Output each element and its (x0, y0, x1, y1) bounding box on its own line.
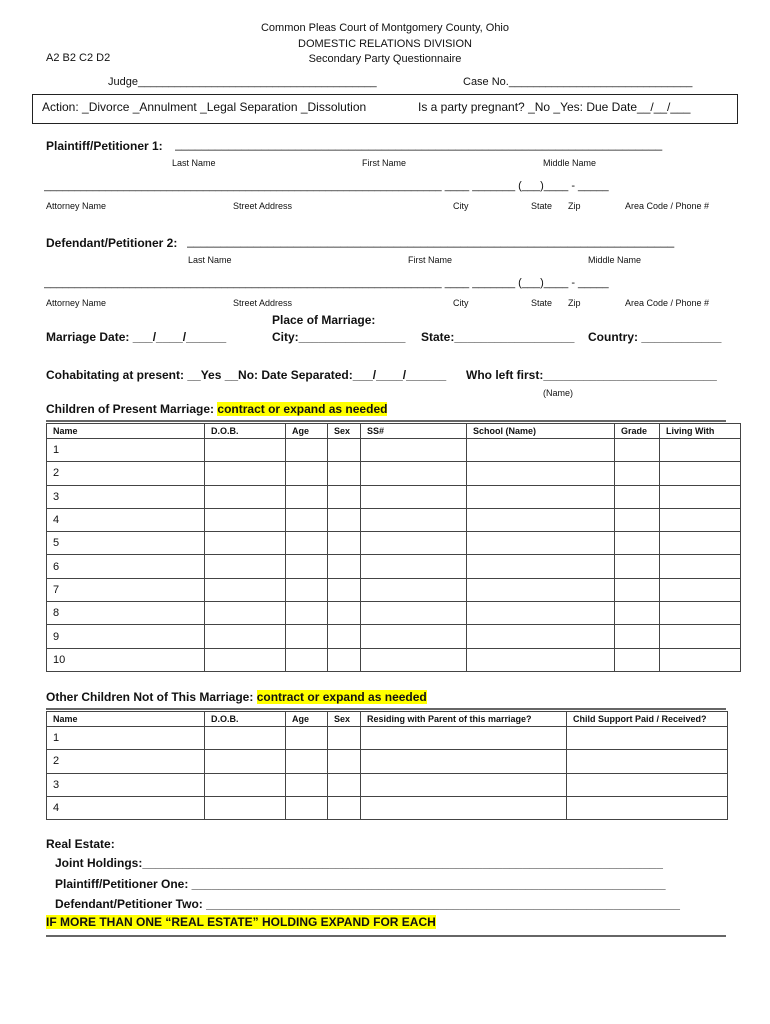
defendant-city-caption: City (453, 298, 469, 308)
column-header: Age (286, 424, 328, 439)
plaintiff-zip-caption: Zip (568, 201, 581, 211)
table-cell[interactable] (361, 439, 467, 462)
table-cell[interactable] (286, 485, 328, 508)
table-cell[interactable] (467, 625, 615, 648)
children-other-body (47, 712, 728, 820)
children-other-title-text: Other Children Not of This Marriage: (46, 690, 254, 704)
table-cell[interactable] (286, 462, 328, 485)
table-cell[interactable] (615, 578, 660, 601)
table-cell[interactable] (328, 602, 361, 625)
table-cell[interactable] (467, 555, 615, 578)
children-other-divider (46, 708, 726, 710)
row-number[interactable]: 10 (47, 648, 205, 671)
table-cell[interactable] (286, 750, 328, 773)
table-row (47, 796, 728, 819)
table-cell[interactable] (660, 625, 741, 648)
table-cell[interactable] (467, 508, 615, 531)
table-cell[interactable] (615, 625, 660, 648)
table-cell[interactable] (615, 532, 660, 555)
table-cell[interactable] (328, 625, 361, 648)
plaintiff-state-caption: State (531, 201, 553, 211)
table-row (47, 462, 741, 485)
column-header: Living With (660, 424, 741, 439)
table-row (47, 532, 741, 555)
table-row (47, 773, 728, 796)
table-cell[interactable] (567, 773, 728, 796)
table-cell[interactable] (615, 602, 660, 625)
table-cell[interactable] (205, 508, 286, 531)
table-row (47, 508, 741, 531)
row-number[interactable]: 4 (47, 508, 205, 531)
row-number[interactable]: 3 (47, 485, 205, 508)
column-header: Residing with Parent of this marriage? (361, 712, 567, 727)
table-cell[interactable] (205, 555, 286, 578)
table-row (47, 648, 741, 671)
children-present-note: contract or expand as needed (217, 402, 388, 416)
row-number[interactable]: 2 (47, 462, 205, 485)
table-cell[interactable] (467, 648, 615, 671)
table-cell[interactable] (286, 625, 328, 648)
table-cell[interactable] (205, 750, 286, 773)
table-cell[interactable] (467, 462, 615, 485)
row-number[interactable]: 1 (47, 439, 205, 462)
table-cell[interactable] (660, 508, 741, 531)
table-cell[interactable] (328, 750, 361, 773)
case-number-field[interactable]: Case No.______________________________ (463, 76, 693, 88)
table-row (47, 727, 728, 750)
table-row (47, 750, 728, 773)
table-cell[interactable] (286, 508, 328, 531)
table-cell[interactable] (660, 485, 741, 508)
joint-holdings-field[interactable]: Joint Holdings:______________________________________________________________________________ (55, 856, 663, 870)
table-cell[interactable] (286, 555, 328, 578)
plaintiff-holdings-field[interactable]: Plaintiff/Petitioner One: _______________________________________________________________________ (55, 877, 666, 891)
table-cell[interactable] (660, 602, 741, 625)
place-of-marriage-label: Place of Marriage: (272, 313, 376, 327)
column-header: Child Support Paid / Received? (567, 712, 728, 727)
column-header: Age (286, 712, 328, 727)
table-cell[interactable] (328, 485, 361, 508)
plaintiff-phone-caption: Area Code / Phone # (625, 201, 710, 211)
children-present-table (46, 423, 741, 672)
table-cell[interactable] (615, 439, 660, 462)
table-cell[interactable] (205, 439, 286, 462)
table-cell[interactable] (205, 602, 286, 625)
table-cell[interactable] (361, 578, 467, 601)
table-cell[interactable] (467, 578, 615, 601)
table-cell[interactable] (328, 578, 361, 601)
table-cell[interactable] (361, 773, 567, 796)
table-cell[interactable] (361, 485, 467, 508)
table-cell[interactable] (328, 555, 361, 578)
row-number[interactable]: 7 (47, 578, 205, 601)
real-estate-divider (46, 935, 726, 937)
table-cell[interactable] (361, 602, 467, 625)
row-number[interactable]: 4 (47, 796, 205, 819)
table-cell[interactable] (205, 462, 286, 485)
cohabitation-field[interactable]: Cohabitating at present: __Yes __No: Date Separated:___/____/______ (46, 368, 447, 382)
plaintiff-attorney-caption: Attorney Name (46, 201, 107, 211)
defendant-first-name-caption: First Name (408, 255, 453, 265)
marriage-country-field[interactable]: Country: ____________ (588, 330, 722, 344)
court-name: Common Pleas Court of Montgomery County, Ohio (260, 22, 509, 34)
table-header-row (47, 712, 728, 727)
table-cell[interactable] (205, 727, 286, 750)
row-number[interactable]: 5 (47, 532, 205, 555)
row-number[interactable]: 1 (47, 727, 205, 750)
defendant-street-caption: Street Address (233, 298, 293, 308)
who-left-first-field[interactable]: Who left first:__________________________ (466, 368, 717, 382)
children-present-title-text: Children of Present Marriage: (46, 402, 215, 416)
table-cell[interactable] (361, 462, 467, 485)
table-cell[interactable] (615, 555, 660, 578)
table-cell[interactable] (567, 750, 728, 773)
row-number[interactable]: 9 (47, 625, 205, 648)
table-row (47, 625, 741, 648)
table-cell[interactable] (660, 439, 741, 462)
table-row (47, 439, 741, 462)
children-other-table (46, 711, 728, 820)
table-cell[interactable] (328, 796, 361, 819)
table-cell[interactable] (660, 462, 741, 485)
division-name: DOMESTIC RELATIONS DIVISION (298, 38, 472, 50)
defendant-attorney-caption: Attorney Name (46, 298, 107, 308)
defendant-label: Defendant/Petitioner 2: (46, 236, 178, 250)
column-header: SS# (361, 424, 467, 439)
real-estate-note (46, 915, 436, 929)
defendant-zip-caption: Zip (568, 298, 581, 308)
plaintiff-street-caption: Street Address (233, 201, 293, 211)
table-cell[interactable] (328, 727, 361, 750)
children-other-title (46, 690, 427, 704)
marriage-state-field[interactable]: State:__________________ (421, 330, 575, 344)
table-cell[interactable] (286, 727, 328, 750)
table-cell[interactable] (286, 532, 328, 555)
table-row (47, 555, 741, 578)
row-number[interactable]: 2 (47, 750, 205, 773)
table-cell[interactable] (286, 578, 328, 601)
plaintiff-middle-name-caption: Middle Name (543, 158, 597, 168)
table-cell[interactable] (567, 727, 728, 750)
plaintiff-label: Plaintiff/Petitioner 1: (46, 139, 163, 153)
table-cell[interactable] (286, 439, 328, 462)
defendant-name-line[interactable]: _________________________________________________________________________ (187, 234, 675, 248)
children-present-divider (46, 420, 726, 422)
pregnancy-question[interactable]: Is a party pregnant? _No _Yes: Due Date__/__/___ (418, 100, 691, 114)
column-header: Name (47, 712, 205, 727)
table-cell[interactable] (361, 648, 467, 671)
table-cell[interactable] (205, 578, 286, 601)
marriage-city-field[interactable]: City:________________ (272, 330, 406, 344)
table-cell[interactable] (286, 602, 328, 625)
table-cell[interactable] (328, 508, 361, 531)
table-cell[interactable] (615, 648, 660, 671)
table-cell[interactable] (615, 462, 660, 485)
table-cell[interactable] (205, 796, 286, 819)
table-cell[interactable] (361, 555, 467, 578)
defendant-middle-name-caption: Middle Name (588, 255, 642, 265)
name-hint: (Name) (543, 388, 574, 398)
form-title: Secondary Party Questionnaire (308, 53, 462, 65)
table-row (47, 602, 741, 625)
column-header: Sex (328, 712, 361, 727)
table-row (47, 485, 741, 508)
table-cell[interactable] (328, 532, 361, 555)
defendant-address-line[interactable]: _________________________________________________________________ ____ _______ (___)____ - _____ (44, 277, 609, 289)
children-present-title (46, 402, 387, 416)
table-cell[interactable] (205, 625, 286, 648)
table-cell[interactable] (328, 648, 361, 671)
table-cell[interactable] (361, 508, 467, 531)
table-cell[interactable] (467, 485, 615, 508)
table-cell[interactable] (660, 532, 741, 555)
action-options[interactable]: Action: _Divorce _Annulment _Legal Separation _Dissolution (42, 100, 367, 114)
row-number[interactable]: 6 (47, 555, 205, 578)
column-header: School (Name) (467, 424, 615, 439)
table-cell[interactable] (615, 485, 660, 508)
defendant-last-name-caption: Last Name (188, 255, 232, 265)
table-cell[interactable] (660, 555, 741, 578)
real-estate-title: Real Estate: (46, 837, 115, 851)
plaintiff-address-line[interactable]: _________________________________________________________________ ____ _______ (___)____ - _____ (44, 180, 609, 192)
table-cell[interactable] (205, 773, 286, 796)
column-header: Grade (615, 424, 660, 439)
table-row (47, 578, 741, 601)
column-header: Name (47, 424, 205, 439)
plaintiff-first-name-caption: First Name (362, 158, 407, 168)
judge-field[interactable]: Judge_______________________________________ (108, 76, 377, 88)
defendant-holdings-field[interactable]: Defendant/Petitioner Two: _______________________________________________________________________ (55, 897, 680, 911)
table-cell[interactable] (567, 796, 728, 819)
table-cell[interactable] (361, 532, 467, 555)
table-cell[interactable] (467, 602, 615, 625)
table-cell[interactable] (205, 648, 286, 671)
table-cell[interactable] (361, 727, 567, 750)
row-number[interactable]: 8 (47, 602, 205, 625)
table-cell[interactable] (286, 796, 328, 819)
row-number[interactable]: 3 (47, 773, 205, 796)
form-codes: A2 B2 C2 D2 (46, 52, 111, 64)
defendant-phone-caption: Area Code / Phone # (625, 298, 710, 308)
table-cell[interactable] (328, 439, 361, 462)
plaintiff-last-name-caption: Last Name (172, 158, 216, 168)
table-cell[interactable] (286, 773, 328, 796)
table-cell[interactable] (205, 485, 286, 508)
table-header-row (47, 424, 741, 439)
table-cell[interactable] (286, 648, 328, 671)
table-cell[interactable] (615, 508, 660, 531)
children-other-note: contract or expand as needed (256, 690, 427, 704)
table-cell[interactable] (660, 578, 741, 601)
table-cell[interactable] (361, 796, 567, 819)
marriage-date-field[interactable]: Marriage Date: ___/____/______ (46, 330, 227, 344)
table-cell[interactable] (467, 439, 615, 462)
table-cell[interactable] (361, 750, 567, 773)
table-cell[interactable] (361, 625, 467, 648)
plaintiff-city-caption: City (453, 201, 469, 211)
children-present-body (47, 424, 741, 672)
plaintiff-name-line[interactable]: _________________________________________________________________________ (175, 137, 663, 151)
table-cell[interactable] (328, 773, 361, 796)
column-header: D.O.B. (205, 424, 286, 439)
column-header: Sex (328, 424, 361, 439)
real-estate-note-text: IF MORE THAN ONE “REAL ESTATE” HOLDING EXPAND FOR EACH (46, 915, 436, 929)
table-cell[interactable] (328, 462, 361, 485)
column-header: D.O.B. (205, 712, 286, 727)
table-cell[interactable] (205, 532, 286, 555)
table-cell[interactable] (467, 532, 615, 555)
table-cell[interactable] (660, 648, 741, 671)
defendant-state-caption: State (531, 298, 553, 308)
